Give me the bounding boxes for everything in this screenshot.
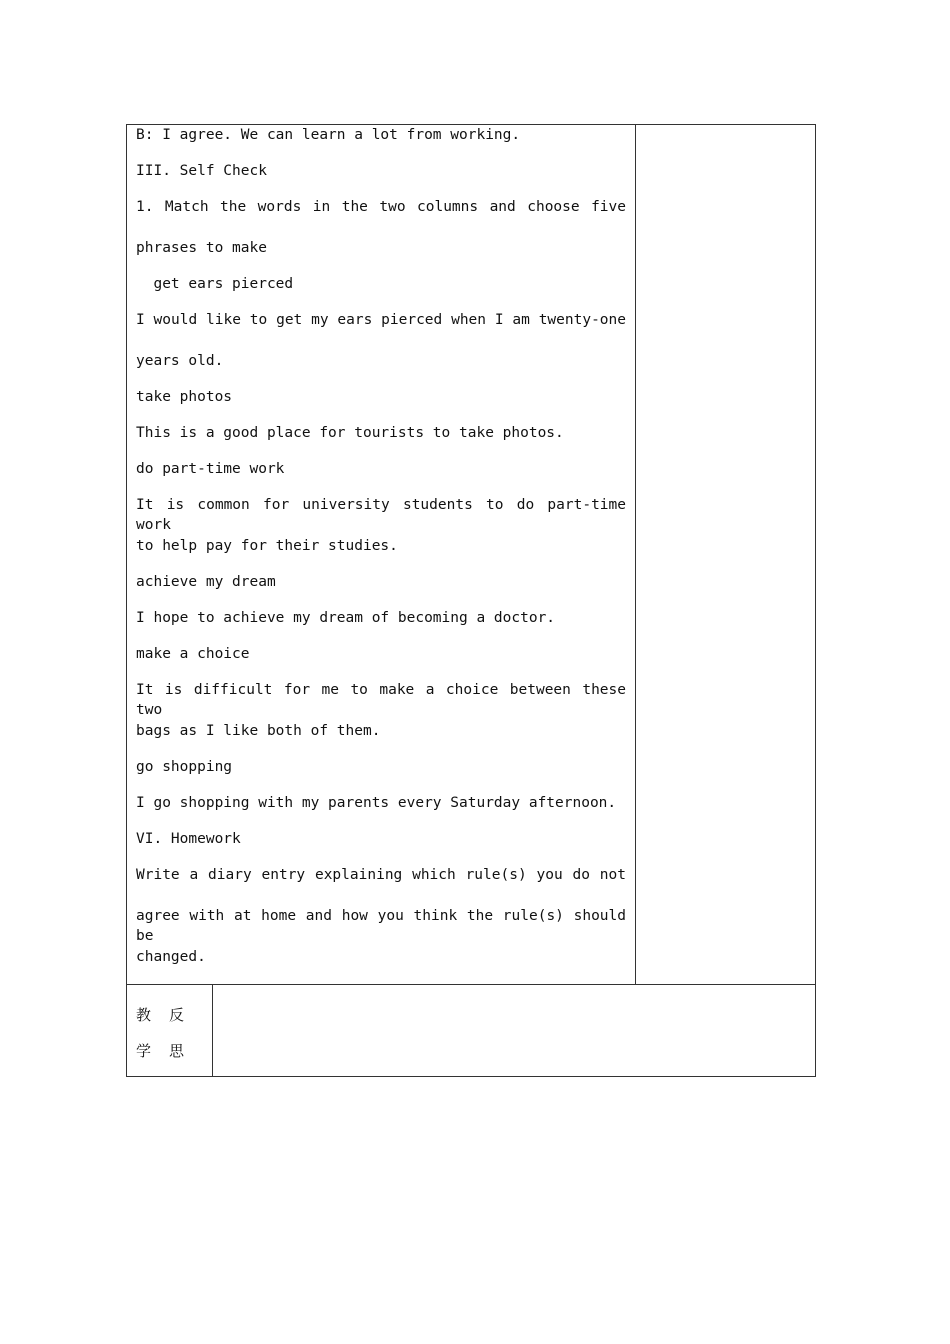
phrase-item: take photos (136, 389, 233, 405)
homework-text: Write a diary entry explaining which rule(s) you do not (136, 867, 626, 883)
dialogue-line: B: I agree. We can learn a lot from working. (136, 127, 521, 143)
phrase-item: get ears pierced (136, 276, 294, 292)
lesson-table (126, 124, 816, 985)
reflection-label-char: 思 (169, 1042, 185, 1060)
example-sentence-cont: bags as I like both of them. (136, 723, 381, 739)
section-heading-homework: VI. Homework (136, 831, 241, 847)
phrase-item: make a choice (136, 646, 250, 662)
example-sentence: I hope to achieve my dream of becoming a doctor. (136, 610, 556, 626)
example-sentence: This is a good place for tourists to take photos. (136, 425, 564, 441)
section-heading-self-check: III. Self Check (136, 163, 267, 179)
reflection-label-char: 教 (136, 1006, 152, 1024)
homework-text-end: changed. (136, 949, 206, 965)
phrase-item: do part-time work (136, 461, 285, 477)
teaching-reflection-table (126, 984, 816, 1077)
reflection-label-char: 学 (136, 1042, 152, 1060)
lesson-content-cell (127, 125, 635, 984)
homework-text-cont: agree with at home and how you think the rule(s) should be (136, 908, 626, 944)
reflection-label-char: 反 (169, 1006, 185, 1024)
example-sentence: I would like to get my ears pierced when I am twenty-one (136, 312, 626, 328)
reflection-content-cell (213, 985, 815, 1076)
example-sentence: It is difficult for me to make a choice between these two (136, 682, 626, 718)
phrase-item: go shopping (136, 759, 233, 775)
example-sentence: It is common for university students to do part-time work (136, 497, 626, 533)
example-sentence-cont: years old. (136, 353, 224, 369)
phrase-item: achieve my dream (136, 574, 276, 590)
exercise-instruction: 1. Match the words in the two columns and choose five (136, 199, 626, 215)
example-sentence: I go shopping with my parents every Saturday afternoon. (136, 795, 617, 811)
exercise-instruction-cont: phrases to make (136, 240, 267, 256)
example-sentence-cont: to help pay for their studies. (136, 538, 398, 554)
notes-cell (636, 125, 815, 984)
